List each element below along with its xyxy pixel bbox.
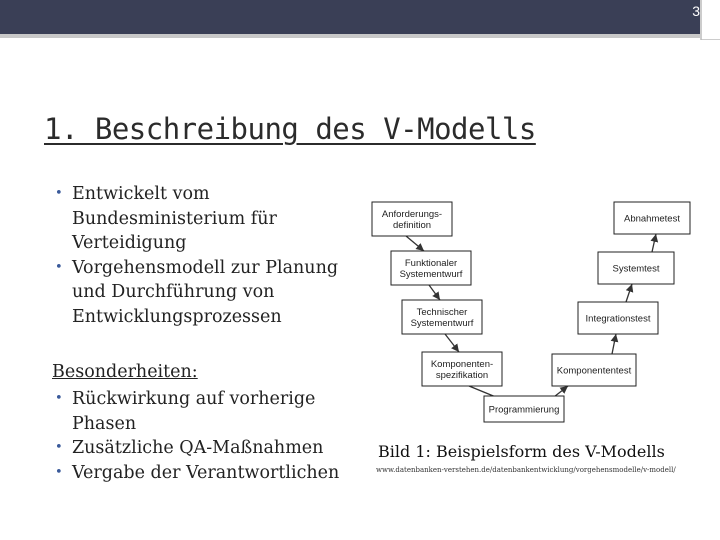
bullet-item: • Zusätzliche QA-Maßnahmen bbox=[52, 436, 352, 461]
diagram-box-label: Anforderungs-definition bbox=[381, 209, 443, 231]
page-title: 1. Beschreibung des V-Modells bbox=[44, 112, 536, 146]
diagram-box-label: Programmierung bbox=[488, 404, 560, 416]
bullet-item: • Vergabe der Verantwortlichen bbox=[52, 461, 352, 486]
diagram-box-label: Systemtest bbox=[612, 263, 660, 275]
diagram-box-label: Integrationstest bbox=[585, 313, 651, 325]
bullet-icon: • bbox=[55, 440, 63, 455]
page-tab bbox=[700, 0, 720, 40]
bullet-list-special bbox=[52, 387, 352, 485]
diagram-arrow bbox=[626, 284, 632, 302]
bullet-item: • Vorgehensmodell zur Planung und Durchführung von Entwicklungsprozessen bbox=[55, 257, 339, 327]
diagram-arrow bbox=[652, 234, 656, 252]
v-model-diagram bbox=[362, 192, 702, 432]
diagram-box-label: Funktionaler Systementwurf bbox=[399, 258, 463, 280]
diagram-box-label: Technischer Systementwurf bbox=[410, 307, 474, 329]
header-rule bbox=[0, 34, 700, 38]
page-number: 3 bbox=[692, 3, 700, 19]
diagram-arrow bbox=[612, 334, 616, 354]
diagram-arrow bbox=[445, 334, 459, 352]
diagram-arrow bbox=[406, 236, 424, 251]
bullet-icon: • bbox=[55, 464, 63, 480]
bullet-icon: • bbox=[55, 186, 63, 201]
bullet-list-intro bbox=[52, 182, 352, 329]
diagram-box-label: Komponententest bbox=[556, 365, 632, 377]
bullet-item: • Rückwirkung auf vorherige Phasen bbox=[55, 389, 316, 434]
diagram-box-label: Abnahmetest bbox=[624, 213, 680, 225]
bullet-item: • Entwickelt vom Bundesministerium für Verteidigung bbox=[55, 184, 277, 253]
bullet-icon: • bbox=[55, 391, 63, 406]
header-bar bbox=[0, 0, 700, 34]
diagram-arrow bbox=[429, 285, 440, 300]
special-heading: Besonderheiten: bbox=[52, 362, 198, 382]
bullet-icon: • bbox=[55, 259, 63, 275]
figure-source: www.datenbanken-verstehen.de/datenbankentwicklung/vorgehensmodelle/v-modell/ bbox=[376, 466, 676, 474]
diagram-box-label: Komponenten-spezifikation bbox=[430, 359, 494, 381]
figure-caption: Bild 1: Beispielsform des V-Modells bbox=[378, 442, 665, 461]
